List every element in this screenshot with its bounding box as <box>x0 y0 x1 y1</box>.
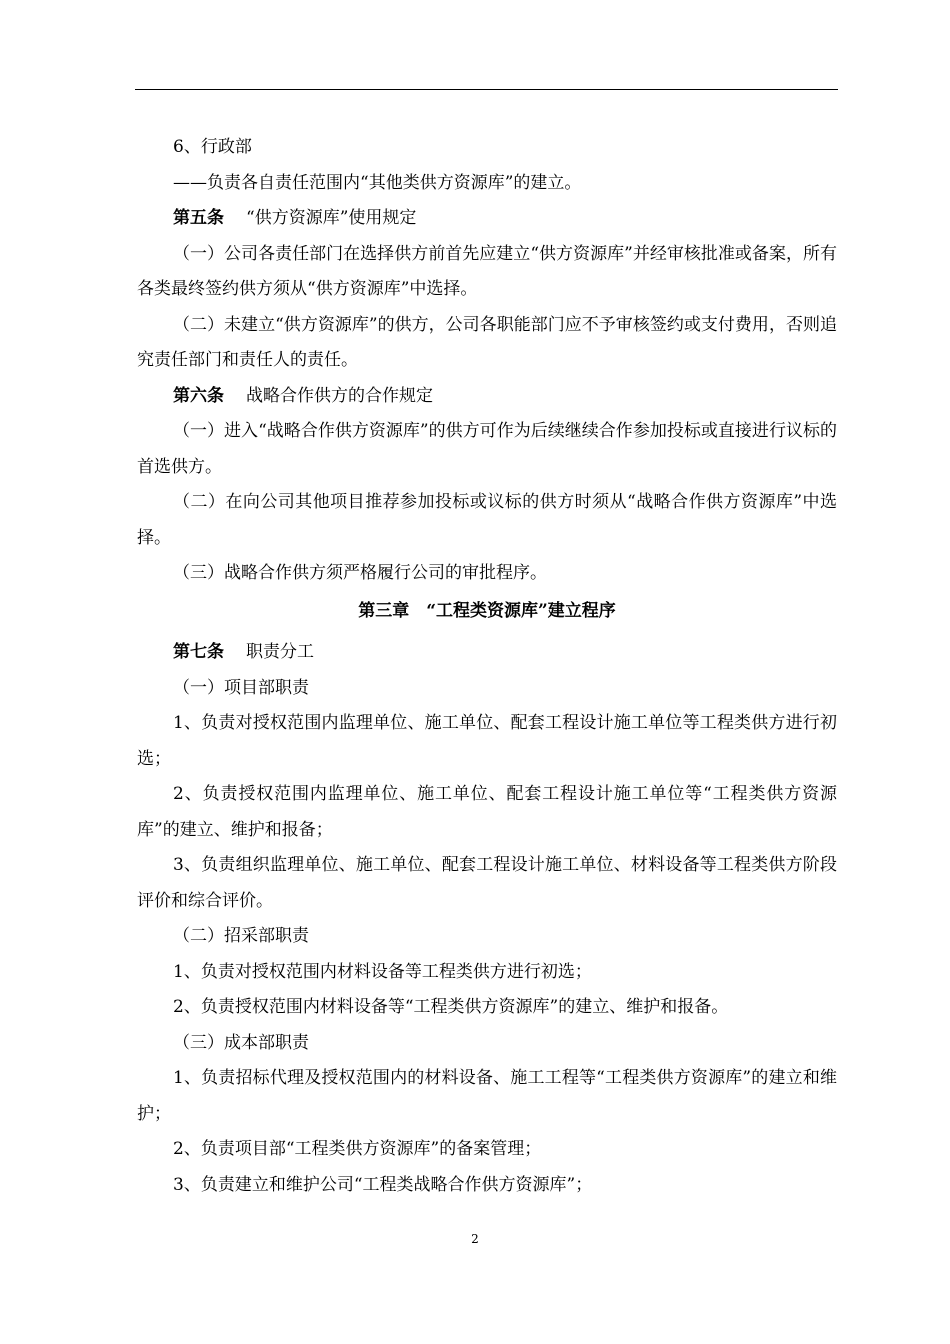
article-label: 第五条 <box>173 208 224 228</box>
paragraph: （三）战略合作供方须严格履行公司的审批程序。 <box>173 563 547 583</box>
paragraph: 3、负责建立和维护公司“工程类战略合作供方资源库”； <box>173 1174 593 1195</box>
article-label: 第六条 <box>173 385 224 406</box>
article-title: 战略合作供方的合作规定 <box>246 385 433 406</box>
paragraph: （一）进入“战略合作供方资源库”的供方可作为后续继续合作参加投标或直接进行议标的首选供方。 <box>137 421 837 477</box>
paragraph: （二）未建立“供方资源库”的供方，公司各职能部门应不予审核签约或支付费用，否则追究责任部门和责任人的责任。 <box>137 314 837 370</box>
article-heading <box>137 379 837 415</box>
paragraph: ——负责各自责任范围内“其他类供方资源库”的建立。 <box>173 172 582 193</box>
paragraph: 1、负责对授权范围内材料设备等工程类供方进行初选； <box>173 961 592 982</box>
paragraph: （二）在向公司其他项目推荐参加投标或议标的供方时须从“战略合作供方资源库”中选择。 <box>137 492 837 548</box>
paragraph: 6、行政部 <box>173 137 252 157</box>
paragraph: （一）项目部职责 <box>173 677 309 698</box>
page-number: 2 <box>471 1232 479 1246</box>
article-heading <box>137 201 837 237</box>
article-label: 第七条 <box>173 642 224 662</box>
paragraph: （三）成本部职责 <box>173 1032 309 1053</box>
paragraph: （一）公司各责任部门在选择供方前首先应建立“供方资源库”并经审核批准或备案，所有各类最终签约供方须从“供方资源库”中选择。 <box>137 243 837 299</box>
paragraph: 2、负责项目部“工程类供方资源库”的备案管理； <box>173 1139 542 1159</box>
paragraph: 3、负责组织监理单位、施工单位、配套工程设计施工单位、材料设备等工程类供方阶段评价和综合评价。 <box>137 855 837 911</box>
paragraph: 1、负责招标代理及授权范围内的材料设备、施工工程等“工程类供方资源库”的建立和维护； <box>137 1068 837 1124</box>
chapter-title: 第三章 “工程类资源库”建立程序 <box>358 600 616 621</box>
paragraph: （二）招采部职责 <box>173 926 309 946</box>
paragraph: 1、负责对授权范围内监理单位、施工单位、配套工程设计施工单位等工程类供方进行初选； <box>137 713 837 769</box>
article-title: “供方资源库”使用规定 <box>246 208 417 228</box>
article-heading <box>137 635 837 671</box>
paragraph: 2、负责授权范围内监理单位、施工单位、配套工程设计施工单位等“工程类供方资源库”的建立、维护和报备； <box>137 784 837 840</box>
document-body <box>137 130 837 1203</box>
paragraph: 2、负责授权范围内材料设备等“工程类供方资源库”的建立、维护和报备。 <box>173 997 729 1017</box>
article-title: 职责分工 <box>246 642 314 662</box>
header-rule <box>135 89 838 90</box>
